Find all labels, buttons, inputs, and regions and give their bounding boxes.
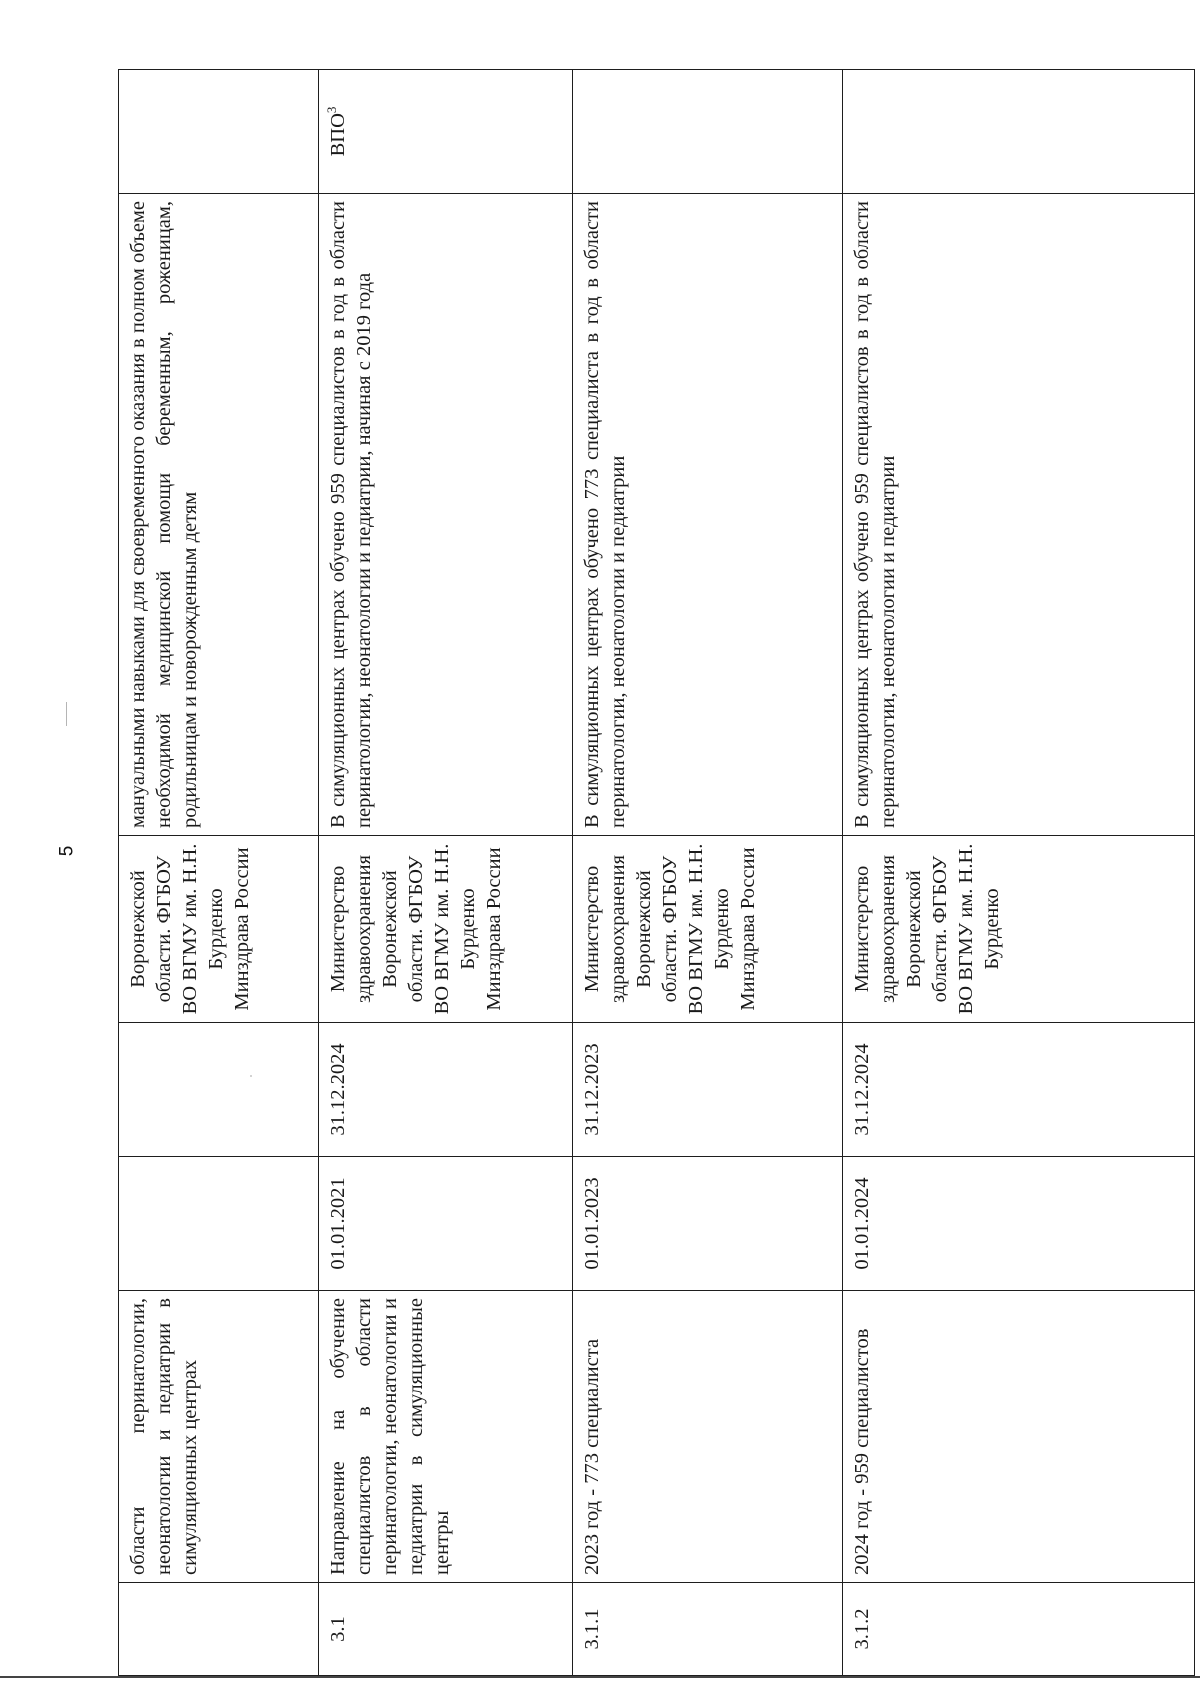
control-type-label: ВПО bbox=[327, 113, 349, 157]
row-number bbox=[119, 1583, 319, 1676]
expected-result: В симуляционных центрах обучено 959 специалистов в год в области перинатологии, неонатологии и педиатрии bbox=[843, 194, 1195, 836]
activity-name: области перинатологии, неонатологии и педиатрии в симуляционных центрах bbox=[119, 1291, 319, 1583]
responsible-executor: Воронежской области. ФГБОУ ВО ВГМУ им. Н.Н. Бурденко Минздрава России bbox=[119, 836, 319, 1023]
row-number: 3.1.2 bbox=[843, 1583, 1195, 1676]
start-date: 01.01.2024 bbox=[843, 1157, 1195, 1291]
expected-result: В симуляционных центрах обучено 773 специалиста в год в области перинатологии, неонатологии и педиатрии bbox=[573, 194, 843, 836]
end-date: 31.12.2024 bbox=[843, 1023, 1195, 1157]
rotated-table-wrapper bbox=[118, 70, 1194, 1676]
footnote-mark: 3 bbox=[324, 106, 340, 114]
control-type bbox=[119, 70, 319, 194]
end-date: 31.12.2023 bbox=[573, 1023, 843, 1157]
table-row bbox=[119, 70, 319, 1676]
expected-result: мануальными навыками для своевременного оказания в полном объеме необходимой медицинской помощи беременным, роженицам, родильницам и новорожденным детям bbox=[119, 194, 319, 836]
activity-name: Направление на обучение специалистов в области перинатологии, неонатологии и педиатрии в симуляционные центры bbox=[319, 1291, 573, 1583]
row-number: 3.1 bbox=[319, 1583, 573, 1676]
control-type bbox=[319, 70, 573, 194]
responsible-executor: Министерство здравоохранения Воронежской области. ФГБОУ ВО ВГМУ им. Н.Н. Бурденко Минздрава России bbox=[319, 836, 573, 1023]
activity-name: 2023 год - 773 специалиста bbox=[573, 1291, 843, 1583]
control-type bbox=[573, 70, 843, 194]
row-number: 3.1.1 bbox=[573, 1583, 843, 1676]
end-date: 31.12.2024 bbox=[319, 1023, 573, 1157]
control-type bbox=[843, 70, 1195, 194]
activity-table bbox=[118, 69, 1195, 1676]
responsible-executor: Министерство здравоохранения Воронежской области. ФГБОУ ВО ВГМУ им. Н.Н. Бурденко bbox=[843, 836, 1195, 1023]
table-row bbox=[573, 70, 843, 1676]
table-row bbox=[843, 70, 1195, 1676]
responsible-executor: Министерство здравоохранения Воронежской области. ФГБОУ ВО ВГМУ им. Н.Н. Бурденко Минздрава России bbox=[573, 836, 843, 1023]
start-date: 01.01.2023 bbox=[573, 1157, 843, 1291]
activity-name: 2024 год - 959 специалистов bbox=[843, 1291, 1195, 1583]
expected-result: В симуляционных центрах обучено 959 специалистов в год в области перинатологии, неонатологии и педиатрии, начиная с 2019 года bbox=[319, 194, 573, 836]
start-date: 01.01.2021 bbox=[319, 1157, 573, 1291]
start-date bbox=[119, 1157, 319, 1291]
end-date bbox=[119, 1023, 319, 1157]
margin-tick-mark bbox=[66, 702, 67, 726]
page-number: 5 bbox=[56, 845, 78, 857]
table-row bbox=[319, 70, 573, 1676]
scan-edge-line bbox=[0, 1676, 1200, 1678]
